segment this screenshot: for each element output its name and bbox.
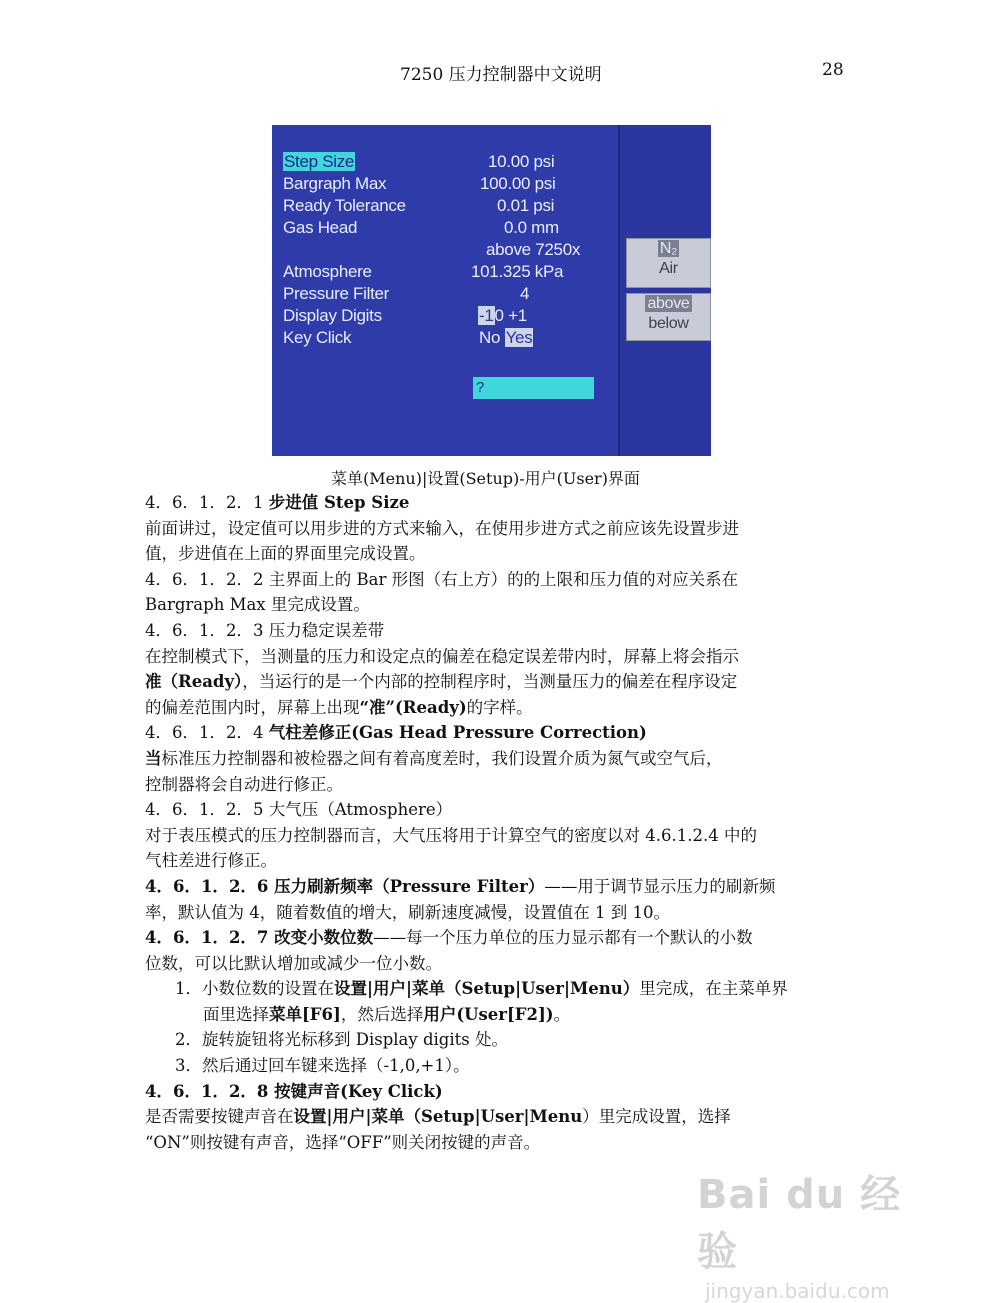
paragraph: 是否需要按键声音在设置|用户|菜单（Setup|User|Menu）里完成设置，选择	[145, 1107, 731, 1127]
list-item-continued: 面里选择菜单[F6]，然后选择用户(User[F2])。	[203, 1004, 571, 1024]
paragraph: 前面讲过，设定值可以用步进的方式来输入，在使用步进方式之前应该先设置步进	[145, 518, 739, 538]
section-4-6-1-2-1: 4．6．1．2．1 步进值 Step Size	[145, 493, 410, 512]
key-click-label: Key Click	[283, 328, 352, 347]
softkey-gas-medium: N₂ Air	[626, 238, 711, 288]
watermark-url: jingyan.baidu.com	[705, 1279, 890, 1303]
gas-head-reference: above 7250x	[486, 240, 581, 259]
section-4-6-1-2-7: 4．6．1．2．7 改变小数位数——每一个压力单位的压力显示都有一个默认的小数	[145, 928, 753, 948]
paragraph: 准（Ready），当运行的是一个内部的控制程序时，当测量压力的偏差在程序设定	[145, 672, 738, 692]
atmosphere-value: 101.325 kPa	[471, 262, 564, 281]
watermark-logo: Bai du 经验	[697, 1172, 902, 1275]
paragraph: 值，步进值在上面的界面里完成设置。	[145, 544, 426, 564]
page-number: 28	[822, 60, 844, 80]
step-size-value: 10.00 psi	[488, 152, 555, 171]
setup-user-panel	[272, 125, 620, 456]
paragraph: 气柱差进行修正。	[145, 851, 277, 871]
key-click-options: No Yes	[479, 328, 533, 347]
softkey-column	[620, 125, 711, 456]
step-size-label: Step Size	[284, 152, 355, 171]
pressure-filter-label: Pressure Filter	[283, 284, 390, 303]
atmosphere-label: Atmosphere	[283, 262, 372, 281]
display-digits-label: Display Digits	[283, 306, 382, 325]
section-4-6-1-2-4: 4．6．1．2．4 气柱差修正(Gas Head Pressure Correction)	[145, 723, 647, 743]
ready-tolerance-label: Ready Tolerance	[283, 196, 406, 215]
bargraph-max-label: Bargraph Max	[283, 174, 387, 193]
paragraph: 在控制模式下，当测量的压力和设定点的偏差在稳定误差带内时，屏幕上将会指示	[145, 646, 739, 666]
device-screenshot	[272, 125, 711, 456]
document-body	[145, 490, 850, 1155]
key-click-selected: Yes	[505, 328, 533, 347]
list-item: 3．然后通过回车键来选择（-1,0,+1）。	[175, 1056, 470, 1076]
display-digits-options: -10 +1	[479, 306, 527, 325]
figure-caption: 菜单(Menu)|设置(Setup)-用户(User)界面	[331, 469, 640, 488]
display-digits-selected: -1	[479, 306, 494, 325]
ready-tolerance-value: 0.01 psi	[497, 196, 555, 215]
paragraph: 控制器将会自动进行修正。	[145, 774, 343, 794]
paragraph: Bargraph Max 里完成设置。	[145, 595, 370, 615]
section-4-6-1-2-3: 4．6．1．2．3 压力稳定误差带	[145, 620, 385, 640]
paragraph: 对于表压模式的压力控制器而言，大气压将用于计算空气的密度以对 4.6.1.2.4 中的	[145, 825, 757, 845]
paragraph: 位数，可以比默认增加或减少一位小数。	[145, 953, 442, 973]
pressure-filter-value: 4	[520, 284, 530, 303]
list-item: 2．旋转旋钮将光标移到 Display digits 处。	[175, 1030, 508, 1050]
section-4-6-1-2-6: 4．6．1．2．6 压力刷新频率（Pressure Filter）——用于调节显示压力的刷新频	[145, 876, 776, 896]
bargraph-max-value: 100.00 psi	[480, 174, 556, 193]
section-4-6-1-2-5: 4．6．1．2．5 大气压（Atmosphere）	[145, 800, 453, 820]
prompt-field: ?	[473, 377, 594, 399]
paragraph: 的偏差范围内时，屏幕上出现“准”(Ready)的字样。	[145, 697, 533, 717]
paragraph: 率，默认值为 4，随着数值的增大，刷新速度减慢，设置值在 1 到 10。	[145, 902, 670, 922]
paragraph: “ON”则按键有声音，选择“OFF”则关闭按键的声音。	[145, 1132, 541, 1152]
paragraph: 当标准压力控制器和被检器之间有着高度差时，我们设置介质为氮气或空气后，	[145, 748, 723, 768]
gas-head-value: 0.0 mm	[504, 218, 559, 237]
section-4-6-1-2-8: 4．6．1．2．8 按键声音(Key Click)	[145, 1081, 443, 1101]
gas-head-label: Gas Head	[283, 218, 358, 237]
header-title: 7250 压力控制器中文说明	[400, 65, 602, 85]
list-item: 1．小数位数的设置在设置|用户|菜单（Setup|User|Menu）里完成，在主菜单界	[175, 979, 788, 999]
section-4-6-1-2-2: 4．6．1．2．2 主界面上的 Bar 形图（右上方）的的上限和压力值的对应关系在	[145, 569, 739, 589]
baidu-watermark	[697, 1163, 937, 1303]
softkey-above-below: above below	[626, 293, 711, 341]
